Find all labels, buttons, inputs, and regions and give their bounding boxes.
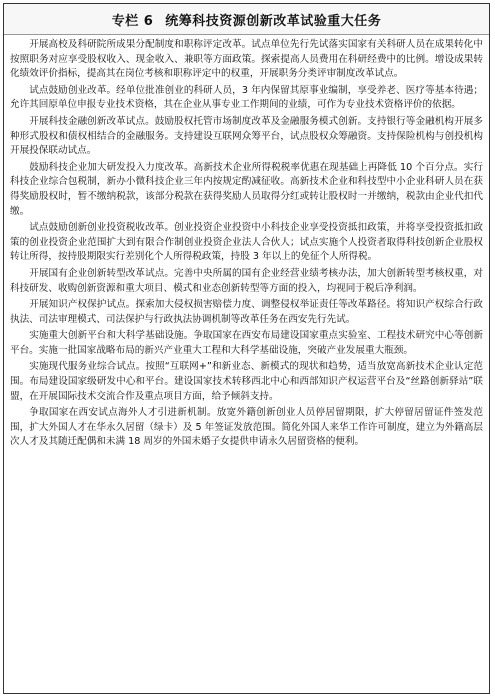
paragraph-ip-protection: 开展知识产权保护试点。探索加大侵权损害赔偿力度、调整侵权举证责任等改革路径。将知识产权综合行政执法、司法审理模式、司法保护与行政执法协调机制等改革任务在西安先行先试。: [10, 299, 483, 325]
paragraph-tech-finance: 开展科技金融创新改革试点。鼓励股权托管市场制度改革及金融服务模式创新。支持银行等金融机构开展多种形式股权和债权相结合的金融服务。支持建设互联网众筹平台，试点股权众筹融资。支持保险机构与创投机构开展投保联动试点。: [10, 115, 483, 157]
paragraph-modern-services: 实施现代服务业综合试点。按照“互联网+”和新业态、新模式的现状和趋势，适当放宽高新技术企业认定范围。布局建设国家级研发中心和平台。建设国家技术转移西北中心和西部知识产权运营平台及“丝路创新驿站”联盟，在开展国际技术交流合作及重点项目方面，给予倾斜支持。: [10, 361, 483, 402]
panel-header: [4, 4, 489, 35]
paragraph-innovation-platforms: 实施重大创新平台和大科学基础设施。争取国家在西安布局建设国家重点实验室、工程技术研究中心等创新平台。实施一批国家战略布局的新兴产业重大工程和大科学基础设施，突破产业发展重大瓶颈。: [10, 330, 483, 356]
paragraph-rd-investment: 鼓励科技企业加大研发投入力度改革。高新技术企业所得税税率优惠在现基础上再降低 10 个百分点。实行科技企业综合包税制，新办小微科技企业三年内按规定酌减征收。高新技术企业和科技型中小企业科研人员在获得奖励股权时，暂不缴纳税款，该部分税款在获得奖励人员取得分红或转让股权时一并缴纳，税款由企业代扣代缴。: [10, 161, 483, 217]
paragraph-achievement-distribution: 开展高校及科研院所成果分配制度和职称评定改革。试点单位先行先试落实国家有关科研人员在成果转化中按照职务对应享受股权收入、现金收入、兼职等方面政策。探索提高人员费用在科研经费中的比例。增设成果转化绩效评价指标，提高其在岗位考核和职称评定中的权重，开展职务分类评审制度改革试点。: [10, 39, 483, 80]
special-column-panel: [3, 3, 490, 694]
paragraph-overseas-talent: 争取国家在西安试点海外人才引进新机制。放宽外籍创新创业人员停居留期限，扩大停留居留证件签发范围，扩大外国人才在华永久居留（绿卡）及 5 年签证发放范围。简化外国人来华工作许可制度，建立为外籍高层次人才及其随迁配偶和未满 18 周岁的外国未婚子女提供申请永久居留资格的便利。: [10, 407, 483, 448]
paragraph-entrepreneurship-reform: 试点鼓励创业改革。经单位批准创业的科研人员，3 年内保留其原事业编制，享受养老、医疗等基本待遇；允许其回原单位申报专业技术资格，其在企业从事专业工作期间的业绩，可作为专业技术资格评价的依据。: [10, 84, 483, 111]
panel-body: [4, 35, 489, 450]
paragraph-venture-tax: 试点鼓励创新创业投资税收改革。创业投资企业投资中小科技企业享受投资抵扣政策，并将享受投资抵扣政策的创业投资企业范围扩大到有限合作制创业投资企业法人合伙人；试点实施个人投资者取得科技创新企业股权转让所得，按持股期限实行差别化个人所得税政策，持股 3 年以上的免征个人所得税。: [10, 222, 483, 263]
panel-title: 统筹科技资源创新改革试验重大任务: [165, 13, 382, 29]
panel-number: 专栏 6: [111, 13, 154, 29]
paragraph-state-enterprise: 开展国有企业创新转型改革试点。完善中央所属的国有企业经营业绩考核办法，加大创新转型考核权重，对科技研发、收购创新资源和重大项目、模式和业态创新转型等方面的投入，均视同于税后净利润。: [10, 267, 483, 294]
